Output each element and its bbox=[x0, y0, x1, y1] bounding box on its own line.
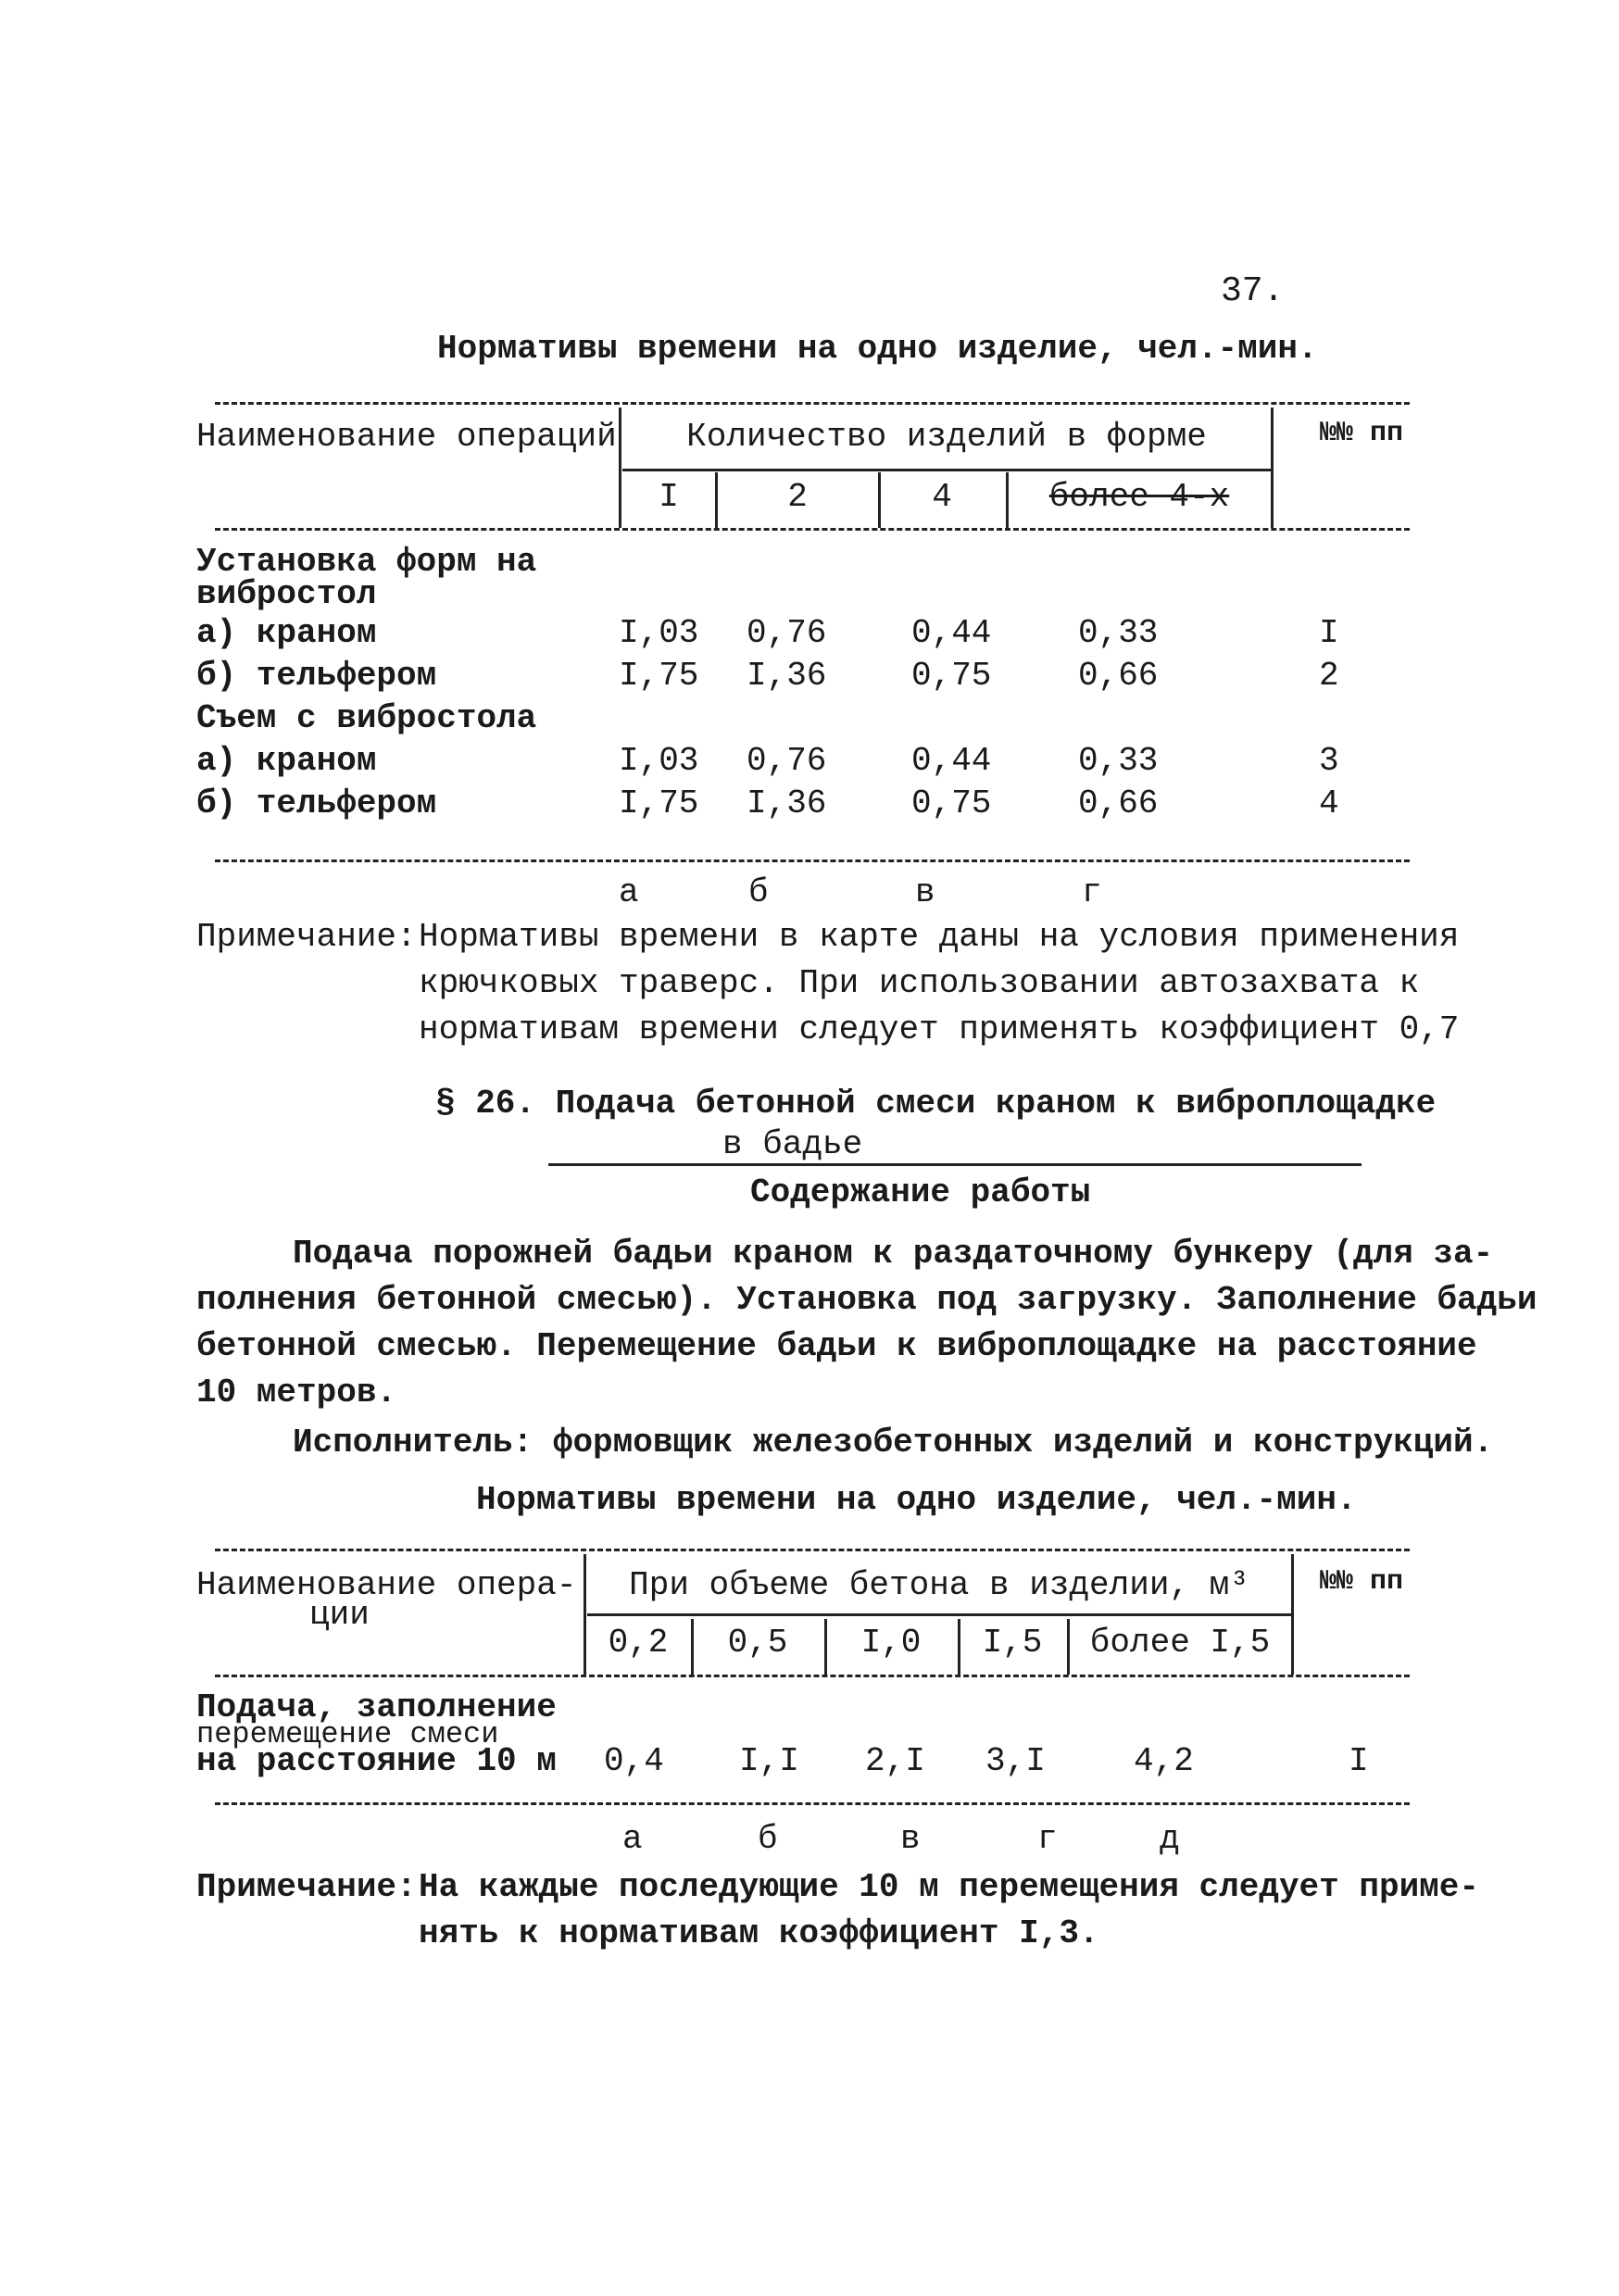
table2-cell: 2,I bbox=[865, 1742, 925, 1780]
section-subtitle: Содержание работы bbox=[750, 1173, 1091, 1211]
table1-header-subrule bbox=[622, 469, 1271, 471]
section-title: § 26. Подача бетонной смеси краном к виброплощадке bbox=[435, 1085, 1437, 1123]
table2-column-letter: г bbox=[1037, 1820, 1058, 1858]
table1-column-letter: б bbox=[748, 873, 769, 911]
table1-col-3: 4 bbox=[932, 478, 952, 516]
table1-row-label: б) тельфером bbox=[196, 784, 437, 822]
table1-cell: I,75 bbox=[619, 784, 699, 822]
table2-header-group: При объеме бетона в изделии, м³ bbox=[629, 1566, 1249, 1604]
table2-bottom-rule bbox=[215, 1802, 1410, 1805]
table2-note-label: Примечание: bbox=[196, 1868, 417, 1906]
table2-top-rule bbox=[215, 1549, 1410, 1551]
table2-row-label-line2: перемещение смеси bbox=[196, 1717, 499, 1751]
table1-cell: I,03 bbox=[619, 614, 699, 652]
table1-note-line: нормативам времени следует применять коэффициент 0,7 bbox=[419, 1010, 1460, 1048]
table1-note-label: Примечание: bbox=[196, 918, 417, 956]
table2-row-label: Подача, заполнение bbox=[196, 1688, 557, 1726]
table2-col-divider bbox=[1067, 1619, 1070, 1675]
section-paragraph-line: бетонной смесью. Перемещение бадьи к виброплощадке на расстояние bbox=[196, 1327, 1477, 1365]
table1-cell: I,03 bbox=[619, 742, 699, 780]
table1-top-rule bbox=[215, 402, 1410, 405]
table2-header-operation-line2: ции bbox=[309, 1596, 370, 1634]
table1-header-number: №№ пп bbox=[1320, 418, 1404, 449]
table1-cell: 0,66 bbox=[1078, 657, 1159, 695]
table2-col-3: I,0 bbox=[860, 1624, 922, 1662]
table2-col-divider bbox=[824, 1619, 827, 1675]
table1-cell: 0,75 bbox=[911, 657, 992, 695]
table2-cell: 0,4 bbox=[604, 1742, 664, 1780]
table1-col-4: более 4-х bbox=[1048, 478, 1230, 516]
table1-row-number: 3 bbox=[1319, 742, 1339, 780]
table1-header-bottom-rule bbox=[215, 528, 1410, 531]
section-performer: Исполнитель: формовщик железобетонных изделий и конструкций. bbox=[293, 1424, 1494, 1462]
section-title-underline bbox=[548, 1163, 1362, 1166]
table1-cell: 0,76 bbox=[747, 742, 827, 780]
section-paragraph-line: Подача порожней бадьи краном к раздаточному бункеру (для за- bbox=[293, 1235, 1494, 1273]
table1-column-letter: г bbox=[1082, 873, 1102, 911]
table2-col-5: более I,5 bbox=[1089, 1624, 1271, 1662]
table2-row-number: I bbox=[1349, 1742, 1369, 1780]
table1-title: Нормативы времени на одно изделие, чел.-мин. bbox=[437, 330, 1318, 368]
table1-col-divider bbox=[1006, 472, 1009, 528]
table1-cell: 0,66 bbox=[1078, 784, 1159, 822]
table1-row-label: а) краном bbox=[196, 614, 377, 652]
table2-header-number: №№ пп bbox=[1320, 1566, 1404, 1598]
table2-col-2: 0,5 bbox=[727, 1624, 788, 1662]
table2-header-divider bbox=[584, 1554, 586, 1675]
table1-header-operation: Наименование операций bbox=[196, 418, 617, 456]
table2-col-4: I,5 bbox=[982, 1624, 1043, 1662]
table1-row-number: I bbox=[1319, 614, 1339, 652]
table2-note-line: нять к нормативам коэффициент I,3. bbox=[419, 1914, 1099, 1952]
table1-bottom-rule bbox=[215, 859, 1410, 862]
table1-col-divider bbox=[878, 472, 881, 528]
table1-cell: 0,33 bbox=[1078, 614, 1159, 652]
section-paragraph-line: полнения бетонной смесью). Установка под загрузку. Заполнение бадьи bbox=[196, 1281, 1537, 1319]
table1-header-group: Количество изделий в форме bbox=[686, 418, 1207, 456]
section-title-line2: в бадье bbox=[722, 1125, 863, 1163]
table2-cell: I,I bbox=[739, 1742, 799, 1780]
table2-column-letter: б bbox=[758, 1820, 778, 1858]
table1-row-label: а) краном bbox=[196, 742, 377, 780]
table2-col-1: 0,2 bbox=[608, 1624, 669, 1662]
table1-header-divider-right bbox=[1271, 408, 1274, 528]
table1-row-number: 4 bbox=[1319, 784, 1339, 822]
table2-col-divider bbox=[958, 1619, 960, 1675]
table2-header-subrule bbox=[587, 1613, 1291, 1616]
table1-col-1: I bbox=[659, 478, 679, 516]
table1-cell: I,75 bbox=[619, 657, 699, 695]
table1-column-letter: в bbox=[915, 873, 935, 911]
table2-column-letter: а bbox=[622, 1820, 643, 1858]
table1-group1-title: Установка форм на bbox=[196, 543, 537, 581]
table1-row-number: 2 bbox=[1319, 657, 1339, 695]
table2-row-label-line3: на расстояние 10 м bbox=[196, 1742, 557, 1780]
table1-col-divider bbox=[715, 472, 718, 528]
section-paragraph-line: 10 метров. bbox=[196, 1374, 397, 1411]
table1-col-2: 2 bbox=[787, 478, 808, 516]
table2-cell: 3,I bbox=[985, 1742, 1046, 1780]
table1-group1-title-line2: вибростол bbox=[196, 575, 377, 613]
table1-cell: 0,33 bbox=[1078, 742, 1159, 780]
table2-cell: 4,2 bbox=[1134, 1742, 1194, 1780]
table2-col-divider bbox=[691, 1619, 694, 1675]
table2-column-letter: д bbox=[1160, 1820, 1180, 1858]
table2-column-letter: в bbox=[900, 1820, 921, 1858]
table2-header-bottom-rule bbox=[215, 1675, 1410, 1677]
table1-column-letter: а bbox=[619, 873, 639, 911]
table1-row-label: б) тельфером bbox=[196, 657, 437, 695]
table2-title: Нормативы времени на одно изделие, чел.-мин. bbox=[476, 1481, 1357, 1519]
table1-cell: 0,44 bbox=[911, 742, 992, 780]
table1-header-divider bbox=[619, 408, 621, 528]
table1-cell: 0,75 bbox=[911, 784, 992, 822]
table1-group2-title: Съем с вибростола bbox=[196, 699, 537, 737]
table2-header-divider-right bbox=[1291, 1554, 1294, 1675]
page-number: 37. bbox=[1221, 271, 1285, 311]
table1-note-line: Нормативы времени в карте даны на условия применения bbox=[419, 918, 1460, 956]
table1-cell: 0,76 bbox=[747, 614, 827, 652]
table1-cell: 0,44 bbox=[911, 614, 992, 652]
table2-note-line: На каждые последующие 10 м перемещения следует приме- bbox=[419, 1868, 1479, 1906]
table1-cell: I,36 bbox=[747, 657, 827, 695]
table2-header-operation: Наименование опера- bbox=[196, 1566, 577, 1604]
table1-cell: I,36 bbox=[747, 784, 827, 822]
table1-note-line: крючковых траверс. При использовании автозахвата к bbox=[419, 964, 1420, 1002]
